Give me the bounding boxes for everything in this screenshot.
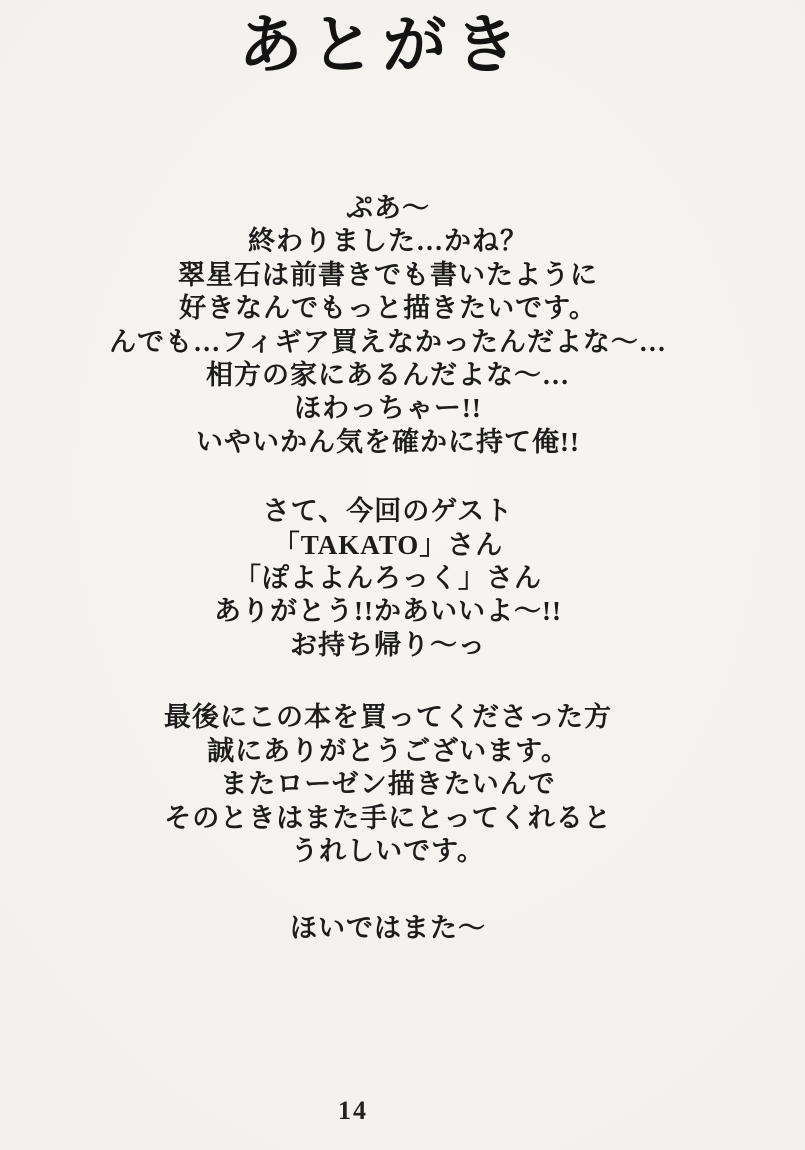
text-line: 好きなんでもっと描きたいです。 <box>179 293 597 324</box>
paragraph-farewell <box>0 912 776 945</box>
text-line: いやいかん気を確かに持て俺!! <box>196 426 580 457</box>
afterword-body <box>0 192 805 982</box>
paragraph-guests <box>0 495 776 662</box>
text-line: 「ぽよよんろっく」さん <box>234 563 542 594</box>
text-line: 誠にありがとうございます。 <box>207 735 569 766</box>
text-line: ぷあ～ <box>346 193 430 223</box>
text-line: 終わりました…かね？ <box>248 226 528 257</box>
text-line: 翠星石は前書きでも書いたように <box>178 259 598 290</box>
text-line: うれしいです。 <box>291 835 485 866</box>
paragraph-intro <box>0 192 776 459</box>
text-line: ほいではまた～ <box>290 913 486 944</box>
page-title: あとがき <box>238 10 527 81</box>
text-line: そのときはまた手にとってくれると <box>164 802 612 833</box>
text-line: またローゼン描きたいんで <box>220 769 556 800</box>
text-line: 「TAKATO」さん <box>272 529 504 560</box>
text-line: さて、今回のゲスト <box>262 496 514 527</box>
text-line: 最後にこの本を買ってくださった方 <box>164 702 612 733</box>
page-number: 14 <box>338 1096 368 1125</box>
text-line: ありがとう!!かあいいよ～!! <box>214 596 562 627</box>
text-line: 相方の家にあるんだよな～… <box>206 360 570 391</box>
paragraph-thanks <box>0 701 776 868</box>
text-line: んでも…フィギア買えなかったんだよな～… <box>109 326 667 357</box>
text-line: ほわっちゃー!! <box>294 393 482 424</box>
text-line: お持ち帰り～っ <box>290 629 486 660</box>
